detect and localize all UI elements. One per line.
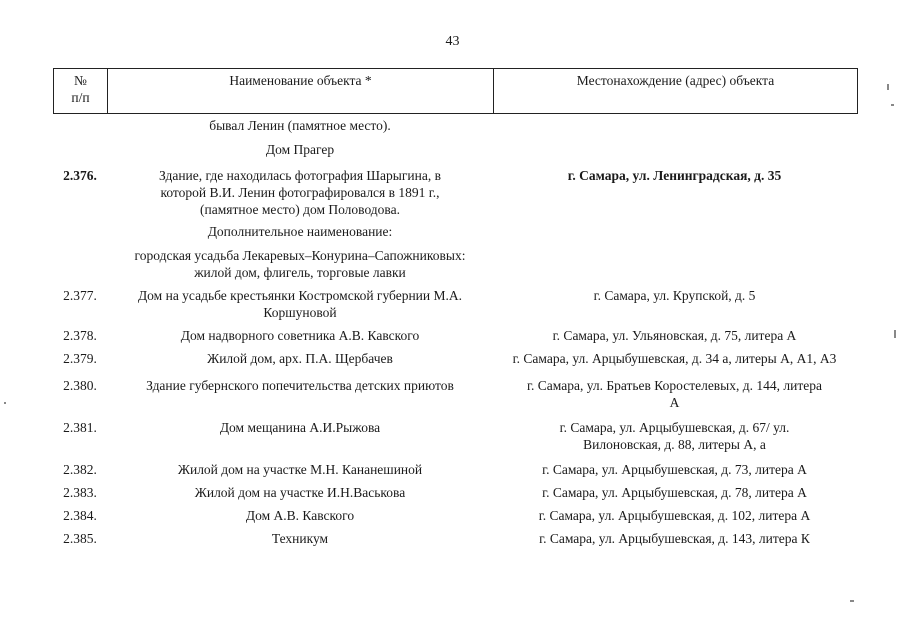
table-header bbox=[53, 68, 858, 114]
row-address: г. Самара, ул. Арцыбушевская, д. 78, литера А bbox=[542, 485, 807, 500]
row-address bbox=[493, 247, 856, 281]
table-row bbox=[53, 223, 858, 240]
table-row bbox=[53, 141, 858, 158]
row-address: г. Самара, ул. Арцыбушевская, д. 67/ ул. Вилоновская, д. 88, литеры А, а bbox=[559, 420, 790, 452]
row-object-name: Дом мещанина А.И.Рыжова bbox=[219, 420, 381, 435]
header-name-label: Наименование объекта * bbox=[229, 73, 372, 88]
row-number: 2.383. bbox=[63, 485, 97, 500]
table-row bbox=[53, 117, 858, 134]
row-object-name: Здание, где находилась фотография Шарыгина, в которой В.И. Ленин фотографировался в 1891 г., (памятное место) дом Половодова. bbox=[159, 168, 441, 217]
table-row bbox=[53, 507, 858, 524]
row-address: г. Самара, ул. Арцыбушевская, д. 73, литера А bbox=[542, 462, 807, 477]
table-row bbox=[53, 419, 858, 453]
scan-speck bbox=[891, 104, 894, 106]
table-row bbox=[53, 484, 858, 501]
row-address bbox=[493, 141, 856, 158]
row-number: 2.382. bbox=[63, 462, 97, 477]
row-number: 2.378. bbox=[63, 328, 97, 343]
row-number: 2.376. bbox=[63, 168, 97, 183]
row-number: 2.385. bbox=[63, 531, 97, 546]
header-number-label: № bbox=[74, 73, 87, 88]
header-number-column bbox=[54, 69, 108, 113]
scan-speck bbox=[4, 402, 6, 404]
table-row bbox=[53, 461, 858, 478]
header-address-column bbox=[494, 69, 857, 113]
row-number bbox=[53, 141, 107, 158]
row-object-name: Дополнительное наименование: bbox=[207, 224, 393, 239]
row-object-name: бывал Ленин (памятное место). bbox=[209, 118, 391, 133]
table-row bbox=[53, 530, 858, 547]
scan-speck bbox=[887, 84, 889, 90]
row-number: 2.384. bbox=[63, 508, 97, 523]
row-address: г. Самара, ул. Арцыбушевская, д. 143, литера К bbox=[539, 531, 810, 546]
header-address-label: Местонахождение (адрес) объекта bbox=[576, 73, 775, 88]
row-number: 2.379. bbox=[63, 351, 97, 366]
table-row bbox=[53, 287, 858, 321]
row-object-name: Жилой дом, арх. П.А. Щербачев bbox=[207, 351, 393, 366]
row-object-name: Дом А.В. Кавского bbox=[245, 508, 355, 523]
header-name-column bbox=[108, 69, 494, 113]
header-number-sublabel: п/п bbox=[71, 90, 90, 105]
row-object-name: Техникум bbox=[271, 531, 329, 546]
row-object-name: Дом на усадьбе крестьянки Костромской губернии М.А. Коршуновой bbox=[137, 288, 463, 320]
row-number: 2.380. bbox=[63, 378, 97, 393]
row-number: 2.377. bbox=[63, 288, 97, 303]
row-address: г. Самара, ул. Арцыбушевская, д. 34 а, литеры А, А1, А3 bbox=[512, 351, 837, 366]
scan-speck bbox=[850, 600, 854, 602]
table-row bbox=[53, 247, 858, 281]
table-row bbox=[53, 327, 858, 344]
row-object-name: Дом надворного советника А.В. Кавского bbox=[180, 328, 420, 343]
row-number bbox=[53, 117, 107, 134]
row-number bbox=[53, 223, 107, 240]
row-object-name: Жилой дом на участке И.Н.Васькова bbox=[194, 485, 406, 500]
row-address bbox=[493, 223, 856, 240]
row-object-name: городская усадьба Лекаревых–Конурина–Сапожниковых: жилой дом, флигель, торговые лавки bbox=[134, 248, 466, 280]
row-object-name: Здание губернского попечительства детских приютов bbox=[146, 378, 454, 393]
row-number: 2.381. bbox=[63, 420, 97, 435]
row-number bbox=[53, 247, 107, 281]
row-address: г. Самара, ул. Ленинградская, д. 35 bbox=[567, 168, 782, 183]
table-row bbox=[53, 377, 858, 411]
row-address bbox=[493, 117, 856, 134]
row-address: г. Самара, ул. Крупской, д. 5 bbox=[593, 288, 756, 303]
page-number: 43 bbox=[445, 34, 460, 49]
monuments-table bbox=[53, 68, 858, 547]
row-address: г. Самара, ул. Ульяновская, д. 75, литера А bbox=[552, 328, 797, 343]
table-row bbox=[53, 167, 858, 218]
row-object-name: Жилой дом на участке М.Н. Кананешиной bbox=[177, 462, 423, 477]
row-object-name: Дом Прагер bbox=[265, 142, 335, 157]
row-address: г. Самара, ул. Братьев Коростелевых, д. 144, литера А bbox=[527, 378, 822, 410]
row-address: г. Самара, ул. Арцыбушевская, д. 102, литера А bbox=[538, 508, 811, 523]
scan-speck bbox=[894, 330, 896, 338]
table-row bbox=[53, 350, 858, 367]
